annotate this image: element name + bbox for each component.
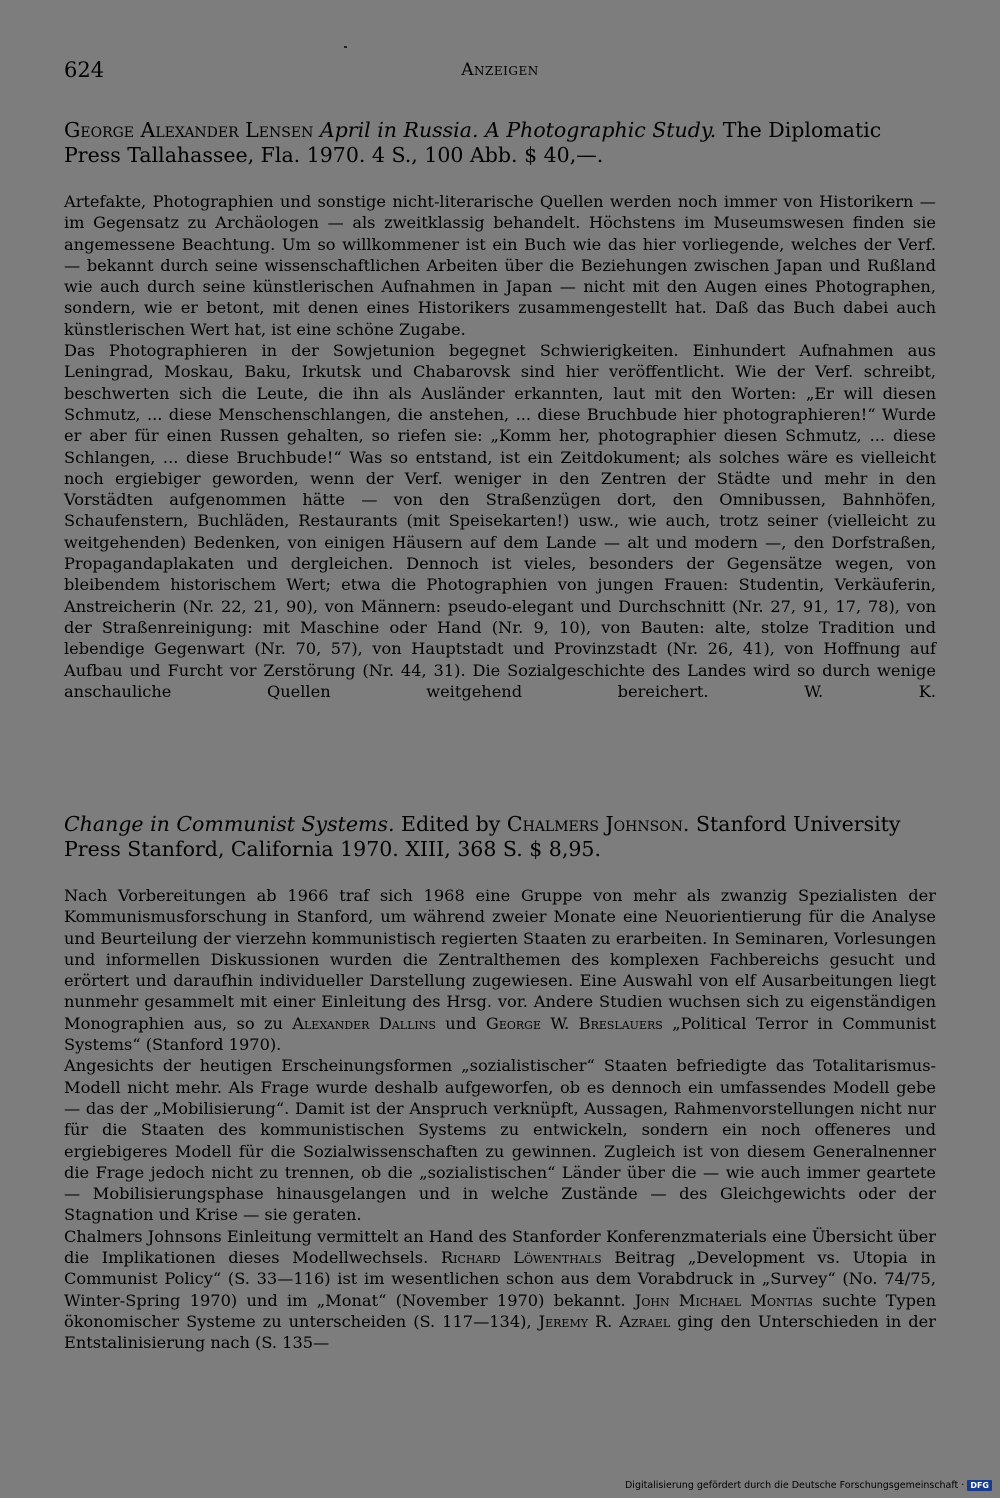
person-name: Jeremy R. Azrael [538,1311,671,1331]
review-lensen [64,118,936,702]
reviewer-signature: W. K. [804,681,936,701]
paragraph-text: Nach Vorbereitungen ab 1966 traf sich 1968 eine Gruppe von mehr als zwanzig Spezialisten der Kommunismusforschung in Stanford, um während zweier Monate eine Neuorientierung für die Analyse und Beurteilung der vierzehn kommunistisch regierten Staaten zu erarbeiten. In Seminaren, Vorlesungen und informellen Diskussionen wurden die Zentralthemen des komplexen Fachbereichs gesucht und erörtert und daraufhin individueller Darstellung zugewiesen. Eine Auswahl von elf Ausarbeitungen liegt nunmehr gesammelt mit einer Einleitung des Hrsg. vor. Andere Studien wuchsen sich zu eigenständigen Monographien aus, so zu [64,886,936,1033]
person-name: John Michael Montias [634,1290,813,1310]
footer-text: Digitalisierung gefördert durch die Deutsche Forschungsgemeinschaft [624,1480,959,1491]
book-title: Change in Communist Systems. [64,812,395,836]
paragraph-text: ging den Unterschieden in der Entstalinisierung nach (S. 135— [64,1311,936,1353]
running-head: Anzeigen [461,60,539,80]
scan-speck [344,46,347,48]
editor-name: Chalmers Johnson. [506,812,690,836]
digitization-footer [625,1480,992,1491]
person-name: Richard Löwenthals [440,1248,602,1268]
publisher-info: Stanford University Press Stanford, California 1970. XIII, 368 S. $ 8,95. [64,812,901,861]
paragraph [64,885,936,1055]
publisher-info: The Diplomatic Press Tallahassee, Fla. 1970. 4 S., 100 Abb. $ 40,—. [64,118,882,167]
paragraph-text: Das Photographieren in der Sowjetunion begegnet Schwierigkeiten. Einhundert Aufnahmen aus Leningrad, Moskau, Baku, Irkutsk und Chabarovsk sind hier veröffentlicht. Wie der Verf. schreibt, beschwerten sich die Leute, die ihn als Ausländer erkannten, laut mit den Worten: „Er will diesen Schmutz, ... diese Menschenschlangen, die anstehen, ... diese Bruchbude hier photographieren!“ Wurde er aber für einen Russen gehalten, so riefen sie: „Komm her, photographier diesen Schmutz, ... diese Schlangen, ... diese Bruchbude!“ Was so entstand, ist ein Zeitdokument; als solches wäre es vielleicht noch ergiebiger geworden, wenn der Verf. weniger in den Zentren der Städte und mehr in den Vorstädten aufgenommen hätte — von den Straßenzügen dort, den Omnibussen, Bahnhöfen, Schaufenstern, Buchläden, Restaurants (mit Speisekarten!) usw., wie auch, trotz seiner (vielleicht zu weitgehenden) Bedenken, von einigen Häusern auf dem Lande — alt und modern —, den Dorfstraßen, Propagandaplakaten und dergleichen. Dennoch ist vieles, besonders der Gegensätze wegen, von bleibendem historischem Wert; etwa die Photographien von jungen Frauen: Studentin, Verkäuferin, Anstreicherin (Nr. 22, 21, 90), von Männern: pseudo-elegant und Durchschnitt (Nr. 27, 91, 17, 78), von der Straßenreinigung: mit Maschine oder Hand (Nr. 9, 10), von Bauten: alte, stolze Tradition und lebendige Gegenwart (Nr. 70, 57), von Hauptstadt und Provinzstadt (Nr. 26, 41), von Hoffnung auf Aufbau und Furcht vor Zerstörung (Nr. 44, 31). Die Sozialgeschichte des Landes wird so durch wenige anschauliche Quellen weitgehend bereichert. [64,341,936,701]
page-header [64,58,936,88]
review-body [64,885,936,1354]
page-number: 624 [64,58,105,82]
paragraph-text: „Political Terror in Communist Systems“ (Stanford 1970). [64,1013,936,1055]
dfg-logo-icon: DFG [967,1480,992,1491]
review-citation [64,118,936,168]
paragraph [64,340,936,702]
paragraph-text: Beitrag „Development vs. Utopia in Communist Policy“ (S. 33—116) ist im wesentlichen schon aus dem Vorabdruck in „Survey“ (No. 74/75, Winter-Spring 1970) und im „Monat“ (November 1970) bekannt. [64,1248,936,1310]
paragraph-text: und [445,1013,477,1033]
person-name: George W. Breslauers [485,1013,663,1033]
book-title: April in Russia. A Photographic Study. [319,118,717,142]
paragraph [64,1226,936,1354]
review-body [64,191,936,702]
author-name: George Alexander Lensen [64,118,314,142]
person-name: Alexander Dallins [292,1013,436,1033]
paragraph: Angesichts der heutigen Erscheinungsformen „sozialistischer“ Staaten befriedigte das Totalitarismus-Modell nicht mehr. Als Frage wurde deshalb aufgeworfen, ob es dennoch ein umfassendes Modell gebe — das der „Mobilisierung“. Damit ist der Anspruch verknüpft, Aussagen, Rahmenvorstellungen nicht nur für die Staaten des kommunistischen Systems zu entwickeln, sondern ein noch offeneres und ergiebigeres Modell für die Sozialwissenschaften zu gewinnen. Zugleich ist von diesem Generalnenner die Frage jedoch nicht zu trennen, ob die „sozialistischen“ Länder über die — wie auch immer geartete — Mobilisierungsphase hinausgelangen und in welche Zustände — des Gleichgewichts oder der Stagnation und Krise — sie geraten. [64,1056,936,1225]
review-citation [64,812,936,862]
paragraph: Artefakte, Photographien und sonstige nicht-literarische Quellen werden noch immer von Historikern — im Gegensatz zu Archäologen — als zweitklassig behandelt. Höchstens im Museumswesen finden sie angemessene Beachtung. Um so willkommener ist ein Buch wie das hier vorliegende, welches der Verf. — bekannt durch seine wissenschaftlichen Arbeiten über die Beziehungen zwischen Japan und Rußland wie auch durch seine künstlerischen Aufnahmen in Japan — nicht mit den Augen eines Photographen, sondern, wie er betont, mit denen eines Historikers zusammengestellt hat. Daß das Buch dabei auch künstlerischen Wert hat, ist eine schöne Zugabe. [64,192,936,339]
paragraph-text: Chalmers Johnsons Einleitung vermittelt an Hand des Stanforder Konferenzmaterials eine Übersicht über die Implikationen dieses Modellwechsels. [64,1226,936,1268]
paragraph-text: suchte Typen ökonomischer Systeme zu unterscheiden (S. 117—134), [64,1290,936,1331]
review-johnson [64,812,936,1354]
edited-by: Edited by [401,812,501,836]
footer-separator: · [961,1480,965,1491]
